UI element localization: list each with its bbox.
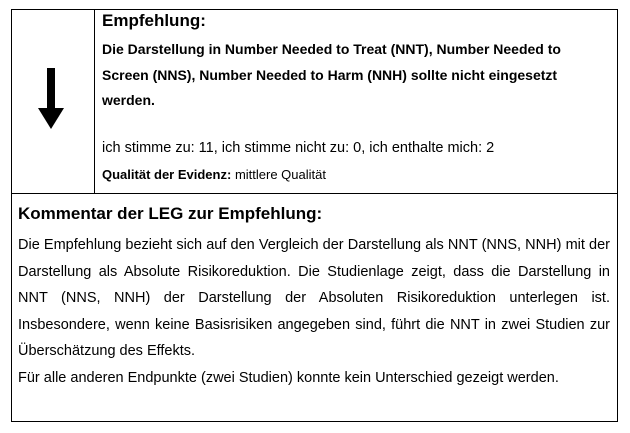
comment-paragraph: Die Empfehlung bezieht sich auf den Vergleich der Darstellung als NNT (NNS, NNH) mit der Darstellung als Absolute Risikoreduktion. Die Studienlage zeigt, dass die Darstellung in NNT (NNS, NNH) der Darstellung der Absoluten Risikoreduktion unterlegen ist. Insbesondere, wenn keine Basisrisiken angegeben sind, führt die NNT in zwei Studien zur Überschätzung des Effekts. — [18, 237, 610, 359]
recommendation-section — [12, 10, 617, 194]
arrow-down-icon — [38, 68, 64, 130]
direction-cell — [12, 10, 95, 193]
recommendation-box — [11, 9, 618, 422]
recommendation-title: Empfehlung: — [102, 11, 206, 30]
evidence-label: Qualität der Evidenz: — [102, 167, 232, 182]
evidence-value: mittlere Qualität — [234, 167, 326, 182]
comment-title: Kommentar der LEG zur Empfehlung: — [18, 204, 323, 223]
evidence-quality — [102, 167, 326, 182]
vote-result: ich stimme zu: 11, ich stimme nicht zu: 0, ich enthalte mich: 2 — [102, 140, 495, 156]
comment-section — [18, 204, 610, 391]
comment-paragraph: Für alle anderen Endpunkte (zwei Studien) konnte kein Unterschied gezeigt werden. — [18, 369, 559, 386]
comment-body — [18, 232, 610, 391]
recommendation-text: Die Darstellung in Number Needed to Treat (NNT), Number Needed to Screen (NNS), Number Needed to Harm (NNH) sollte nicht eingesetzt werden. — [102, 41, 561, 108]
